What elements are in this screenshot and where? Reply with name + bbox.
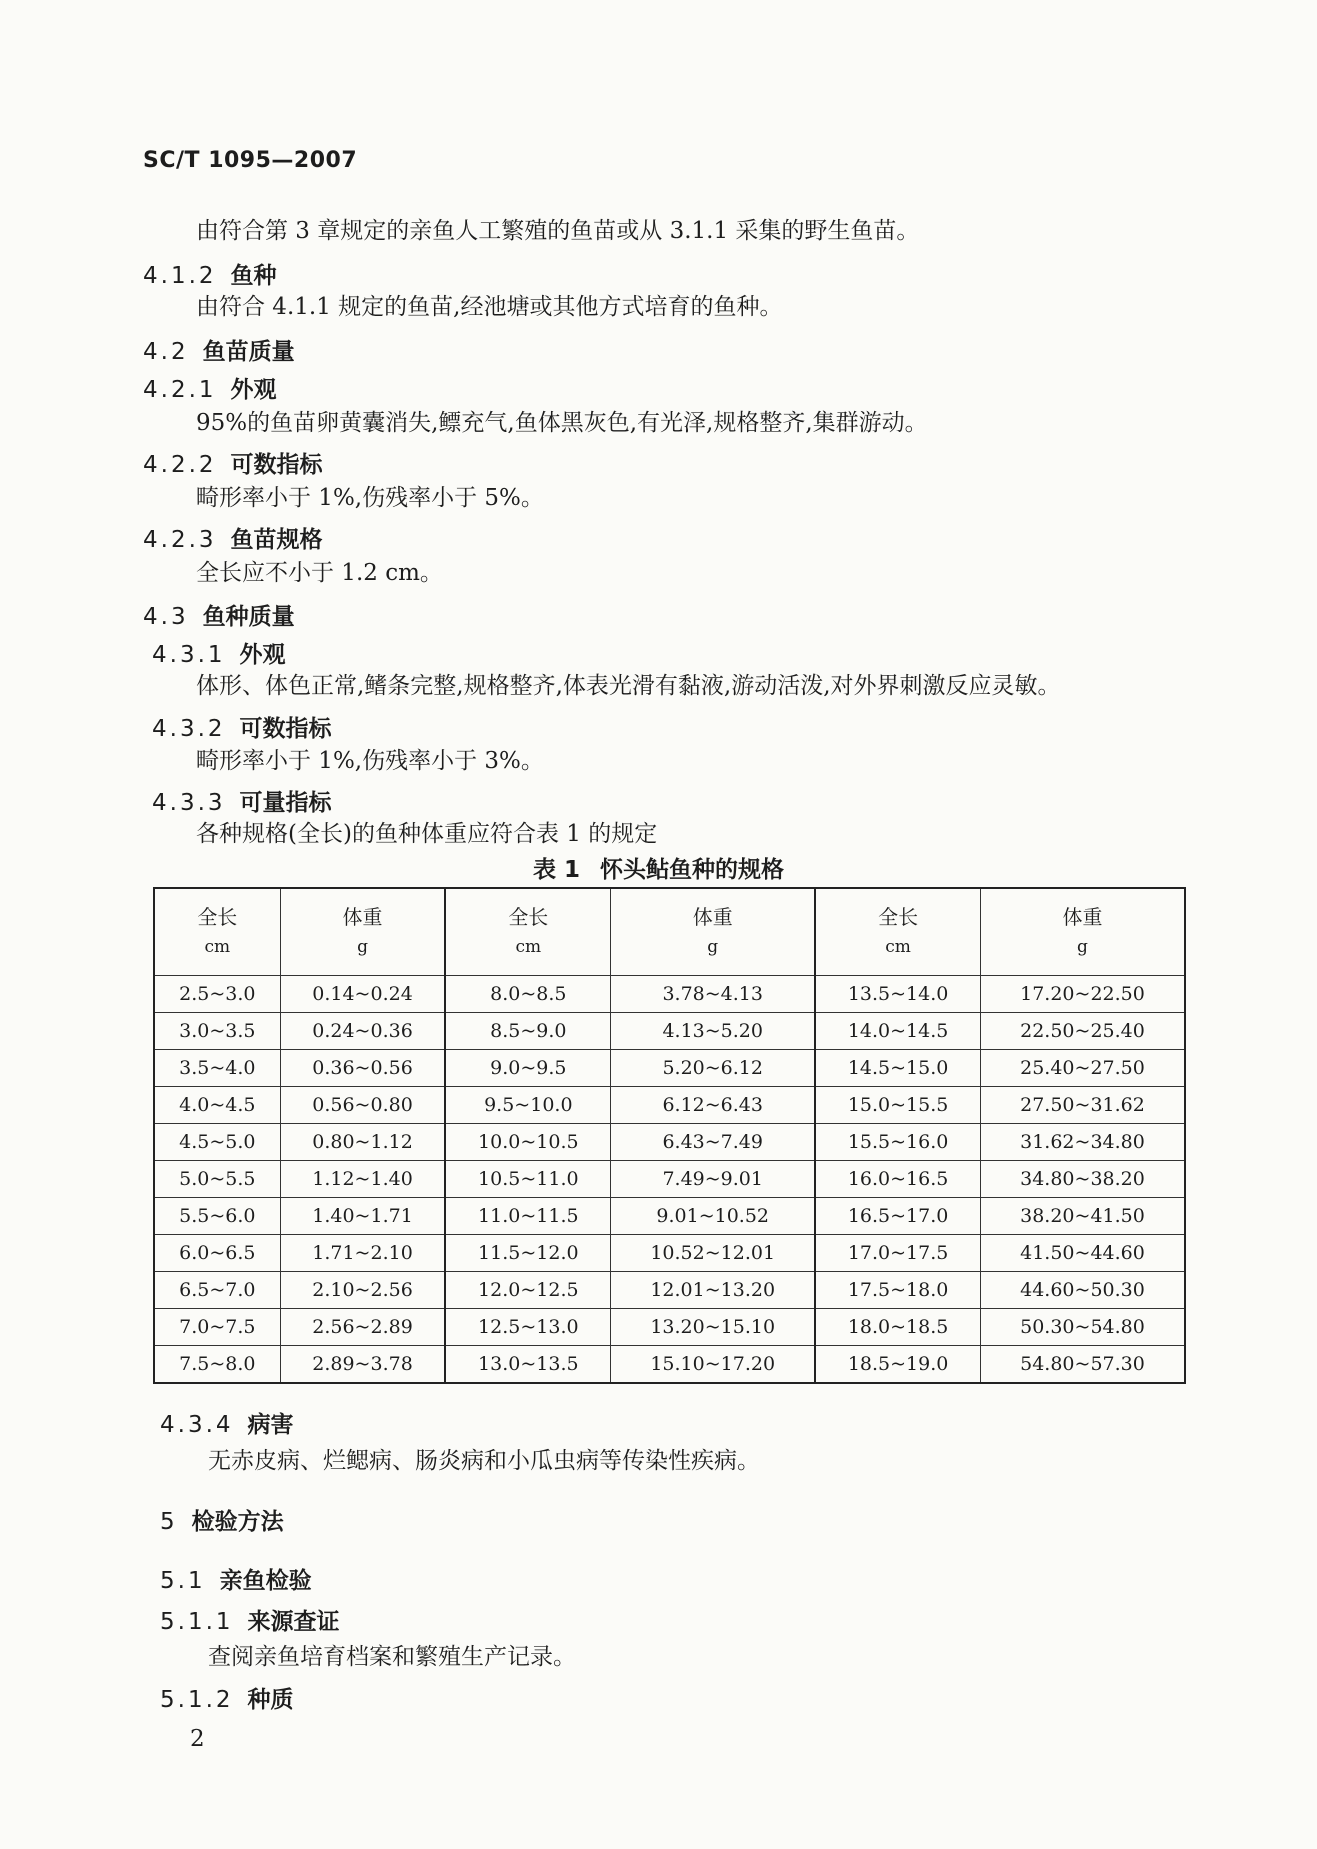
table-row <box>154 1346 1185 1384</box>
header-weight-1: 体重 g <box>280 888 445 976</box>
heading-title: 鱼种 <box>230 263 277 289</box>
heading-title: 可量指标 <box>239 790 332 816</box>
table-cell: 17.5~18.0 <box>815 1272 980 1309</box>
table-cell: 0.14~0.24 <box>280 976 445 1013</box>
table-row <box>154 1124 1185 1161</box>
table-cell: 3.5~4.0 <box>154 1050 280 1087</box>
table-cell: 15.10~17.20 <box>611 1346 815 1384</box>
table-cell: 6.12~6.43 <box>611 1087 815 1124</box>
heading-number: 5.1.1 <box>160 1609 234 1635</box>
table-cell: 2.89~3.78 <box>280 1346 445 1384</box>
heading-title: 病害 <box>247 1412 294 1438</box>
table-row <box>154 1198 1185 1235</box>
paragraph-4-3-1: 体形、体色正常,鳍条完整,规格整齐,体表光滑有黏液,游动活泼,对外界刺激反应灵敏。 <box>196 673 1061 699</box>
paragraph-4-2-1: 95%的鱼苗卵黄囊消失,鳔充气,鱼体黑灰色,有光泽,规格整齐,集群游动。 <box>196 410 928 436</box>
table-cell: 8.0~8.5 <box>445 976 610 1013</box>
table-cell: 6.0~6.5 <box>154 1235 280 1272</box>
table-row <box>154 1272 1185 1309</box>
table-cell: 11.5~12.0 <box>445 1235 610 1272</box>
heading-title: 外观 <box>239 642 286 668</box>
table-cell: 2.5~3.0 <box>154 976 280 1013</box>
table-cell: 18.0~18.5 <box>815 1309 980 1346</box>
table-cell: 13.0~13.5 <box>445 1346 610 1384</box>
table-cell: 15.5~16.0 <box>815 1124 980 1161</box>
paragraph-4-2-2: 畸形率小于 1%,伤残率小于 5%。 <box>196 485 544 511</box>
table-cell: 12.5~13.0 <box>445 1309 610 1346</box>
heading-4-3-3 <box>152 784 332 817</box>
header-length-2: 全长 cm <box>445 888 610 976</box>
heading-4-2-2 <box>143 446 323 479</box>
heading-4-3-4 <box>160 1406 294 1439</box>
heading-number: 4.2 <box>143 339 189 365</box>
table-cell: 38.20~41.50 <box>980 1198 1185 1235</box>
header-weight-3: 体重 g <box>980 888 1185 976</box>
table-cell: 41.50~44.60 <box>980 1235 1185 1272</box>
table-cell: 13.5~14.0 <box>815 976 980 1013</box>
table-cell: 25.40~27.50 <box>980 1050 1185 1087</box>
heading-4-2 <box>143 333 295 366</box>
heading-number: 4.3.4 <box>160 1412 234 1438</box>
table-row <box>154 1309 1185 1346</box>
table-cell: 11.0~11.5 <box>445 1198 610 1235</box>
table-cell: 9.5~10.0 <box>445 1087 610 1124</box>
paragraph-4-3-2: 畸形率小于 1%,伤残率小于 3%。 <box>196 748 544 774</box>
table-cell: 2.10~2.56 <box>280 1272 445 1309</box>
table-cell: 17.20~22.50 <box>980 976 1185 1013</box>
heading-4-3 <box>143 598 295 631</box>
table-cell: 17.0~17.5 <box>815 1235 980 1272</box>
heading-number: 5.1 <box>160 1568 206 1594</box>
paragraph-4-1-2: 由符合 4.1.1 规定的鱼苗,经池塘或其他方式培育的鱼种。 <box>196 294 783 320</box>
heading-number: 4.3.3 <box>152 790 226 816</box>
table-cell: 14.5~15.0 <box>815 1050 980 1087</box>
table-cell: 2.56~2.89 <box>280 1309 445 1346</box>
table-cell: 12.0~12.5 <box>445 1272 610 1309</box>
table-cell: 0.56~0.80 <box>280 1087 445 1124</box>
table-cell: 10.0~10.5 <box>445 1124 610 1161</box>
heading-title: 来源查证 <box>247 1609 340 1635</box>
table-cell: 0.36~0.56 <box>280 1050 445 1087</box>
page-number: 2 <box>190 1726 205 1752</box>
heading-4-2-1 <box>143 371 277 404</box>
table-cell: 6.5~7.0 <box>154 1272 280 1309</box>
table-cell: 16.0~16.5 <box>815 1161 980 1198</box>
heading-number: 4.2.1 <box>143 377 217 403</box>
header-length-1: 全长 cm <box>154 888 280 976</box>
table-cell: 1.71~2.10 <box>280 1235 445 1272</box>
heading-4-3-1 <box>152 636 286 669</box>
table-cell: 7.0~7.5 <box>154 1309 280 1346</box>
table-cell: 4.13~5.20 <box>611 1013 815 1050</box>
header-weight-2: 体重 g <box>611 888 815 976</box>
table-cell: 22.50~25.40 <box>980 1013 1185 1050</box>
heading-number: 5.1.2 <box>160 1687 234 1713</box>
heading-title: 种质 <box>247 1687 294 1713</box>
table-cell: 0.24~0.36 <box>280 1013 445 1050</box>
table-cell: 9.0~9.5 <box>445 1050 610 1087</box>
table-row <box>154 1013 1185 1050</box>
table-cell: 12.01~13.20 <box>611 1272 815 1309</box>
heading-4-1-2 <box>143 257 277 290</box>
heading-5-1-1 <box>160 1603 340 1636</box>
heading-number: 5 <box>160 1509 178 1535</box>
table-row <box>154 1161 1185 1198</box>
table-cell: 54.80~57.30 <box>980 1346 1185 1384</box>
table-cell: 27.50~31.62 <box>980 1087 1185 1124</box>
heading-title: 外观 <box>230 377 277 403</box>
table-cell: 9.01~10.52 <box>611 1198 815 1235</box>
heading-title: 检验方法 <box>191 1509 284 1535</box>
heading-5-1-2 <box>160 1681 294 1714</box>
table-cell: 44.60~50.30 <box>980 1272 1185 1309</box>
table-cell: 8.5~9.0 <box>445 1013 610 1050</box>
paragraph-4-3-3: 各种规格(全长)的鱼种体重应符合表 1 的规定 <box>196 821 658 847</box>
table-cell: 13.20~15.10 <box>611 1309 815 1346</box>
heading-4-2-3 <box>143 521 323 554</box>
table-cell: 5.5~6.0 <box>154 1198 280 1235</box>
heading-title: 可数指标 <box>230 452 323 478</box>
table-caption <box>0 851 1317 884</box>
table-row <box>154 1087 1185 1124</box>
heading-number: 4.2.2 <box>143 452 217 478</box>
heading-number: 4.3.2 <box>152 716 226 742</box>
table-row <box>154 1050 1185 1087</box>
table-cell: 3.78~4.13 <box>611 976 815 1013</box>
table-cell: 14.0~14.5 <box>815 1013 980 1050</box>
table-row <box>154 1235 1185 1272</box>
table-caption-title: 怀头鲇鱼种的规格 <box>600 857 784 883</box>
table-cell: 1.12~1.40 <box>280 1161 445 1198</box>
table-cell: 4.5~5.0 <box>154 1124 280 1161</box>
table-cell: 4.0~4.5 <box>154 1087 280 1124</box>
table-row <box>154 976 1185 1013</box>
table-cell: 0.80~1.12 <box>280 1124 445 1161</box>
heading-title: 亲鱼检验 <box>219 1568 312 1594</box>
paragraph-4-2-3: 全长应不小于 1.2 cm。 <box>196 560 443 586</box>
table-body <box>154 976 1185 1384</box>
header-length-3: 全长 cm <box>815 888 980 976</box>
heading-number: 4.1.2 <box>143 263 217 289</box>
heading-title: 鱼苗质量 <box>202 339 295 365</box>
table-caption-label: 表 1 <box>532 857 580 883</box>
table-cell: 1.40~1.71 <box>280 1198 445 1235</box>
heading-title: 鱼种质量 <box>202 604 295 630</box>
table-cell: 3.0~3.5 <box>154 1013 280 1050</box>
standard-code: SC/T 1095—2007 <box>143 148 358 173</box>
heading-number: 4.3.1 <box>152 642 226 668</box>
heading-4-3-2 <box>152 710 332 743</box>
table-cell: 34.80~38.20 <box>980 1161 1185 1198</box>
table-cell: 5.0~5.5 <box>154 1161 280 1198</box>
heading-5-1 <box>160 1562 312 1595</box>
spec-table <box>153 887 1186 1384</box>
table-cell: 10.52~12.01 <box>611 1235 815 1272</box>
table-cell: 7.49~9.01 <box>611 1161 815 1198</box>
paragraph-5-1-1: 查阅亲鱼培育档案和繁殖生产记录。 <box>208 1644 576 1670</box>
heading-title: 鱼苗规格 <box>230 527 323 553</box>
table-cell: 18.5~19.0 <box>815 1346 980 1384</box>
table-cell: 5.20~6.12 <box>611 1050 815 1087</box>
table-cell: 6.43~7.49 <box>611 1124 815 1161</box>
table-cell: 7.5~8.0 <box>154 1346 280 1384</box>
paragraph-4-3-4: 无赤皮病、烂鳃病、肠炎病和小瓜虫病等传染性疾病。 <box>208 1448 760 1474</box>
heading-number: 4.3 <box>143 604 189 630</box>
heading-5 <box>160 1503 284 1536</box>
table-cell: 10.5~11.0 <box>445 1161 610 1198</box>
table-cell: 16.5~17.0 <box>815 1198 980 1235</box>
table-header-row <box>154 888 1185 976</box>
paragraph-4-1-1-continued: 由符合第 3 章规定的亲鱼人工繁殖的鱼苗或从 3.1.1 采集的野生鱼苗。 <box>196 218 920 244</box>
table-cell: 31.62~34.80 <box>980 1124 1185 1161</box>
heading-title: 可数指标 <box>239 716 332 742</box>
heading-number: 4.2.3 <box>143 527 217 553</box>
table-cell: 50.30~54.80 <box>980 1309 1185 1346</box>
table-cell: 15.0~15.5 <box>815 1087 980 1124</box>
